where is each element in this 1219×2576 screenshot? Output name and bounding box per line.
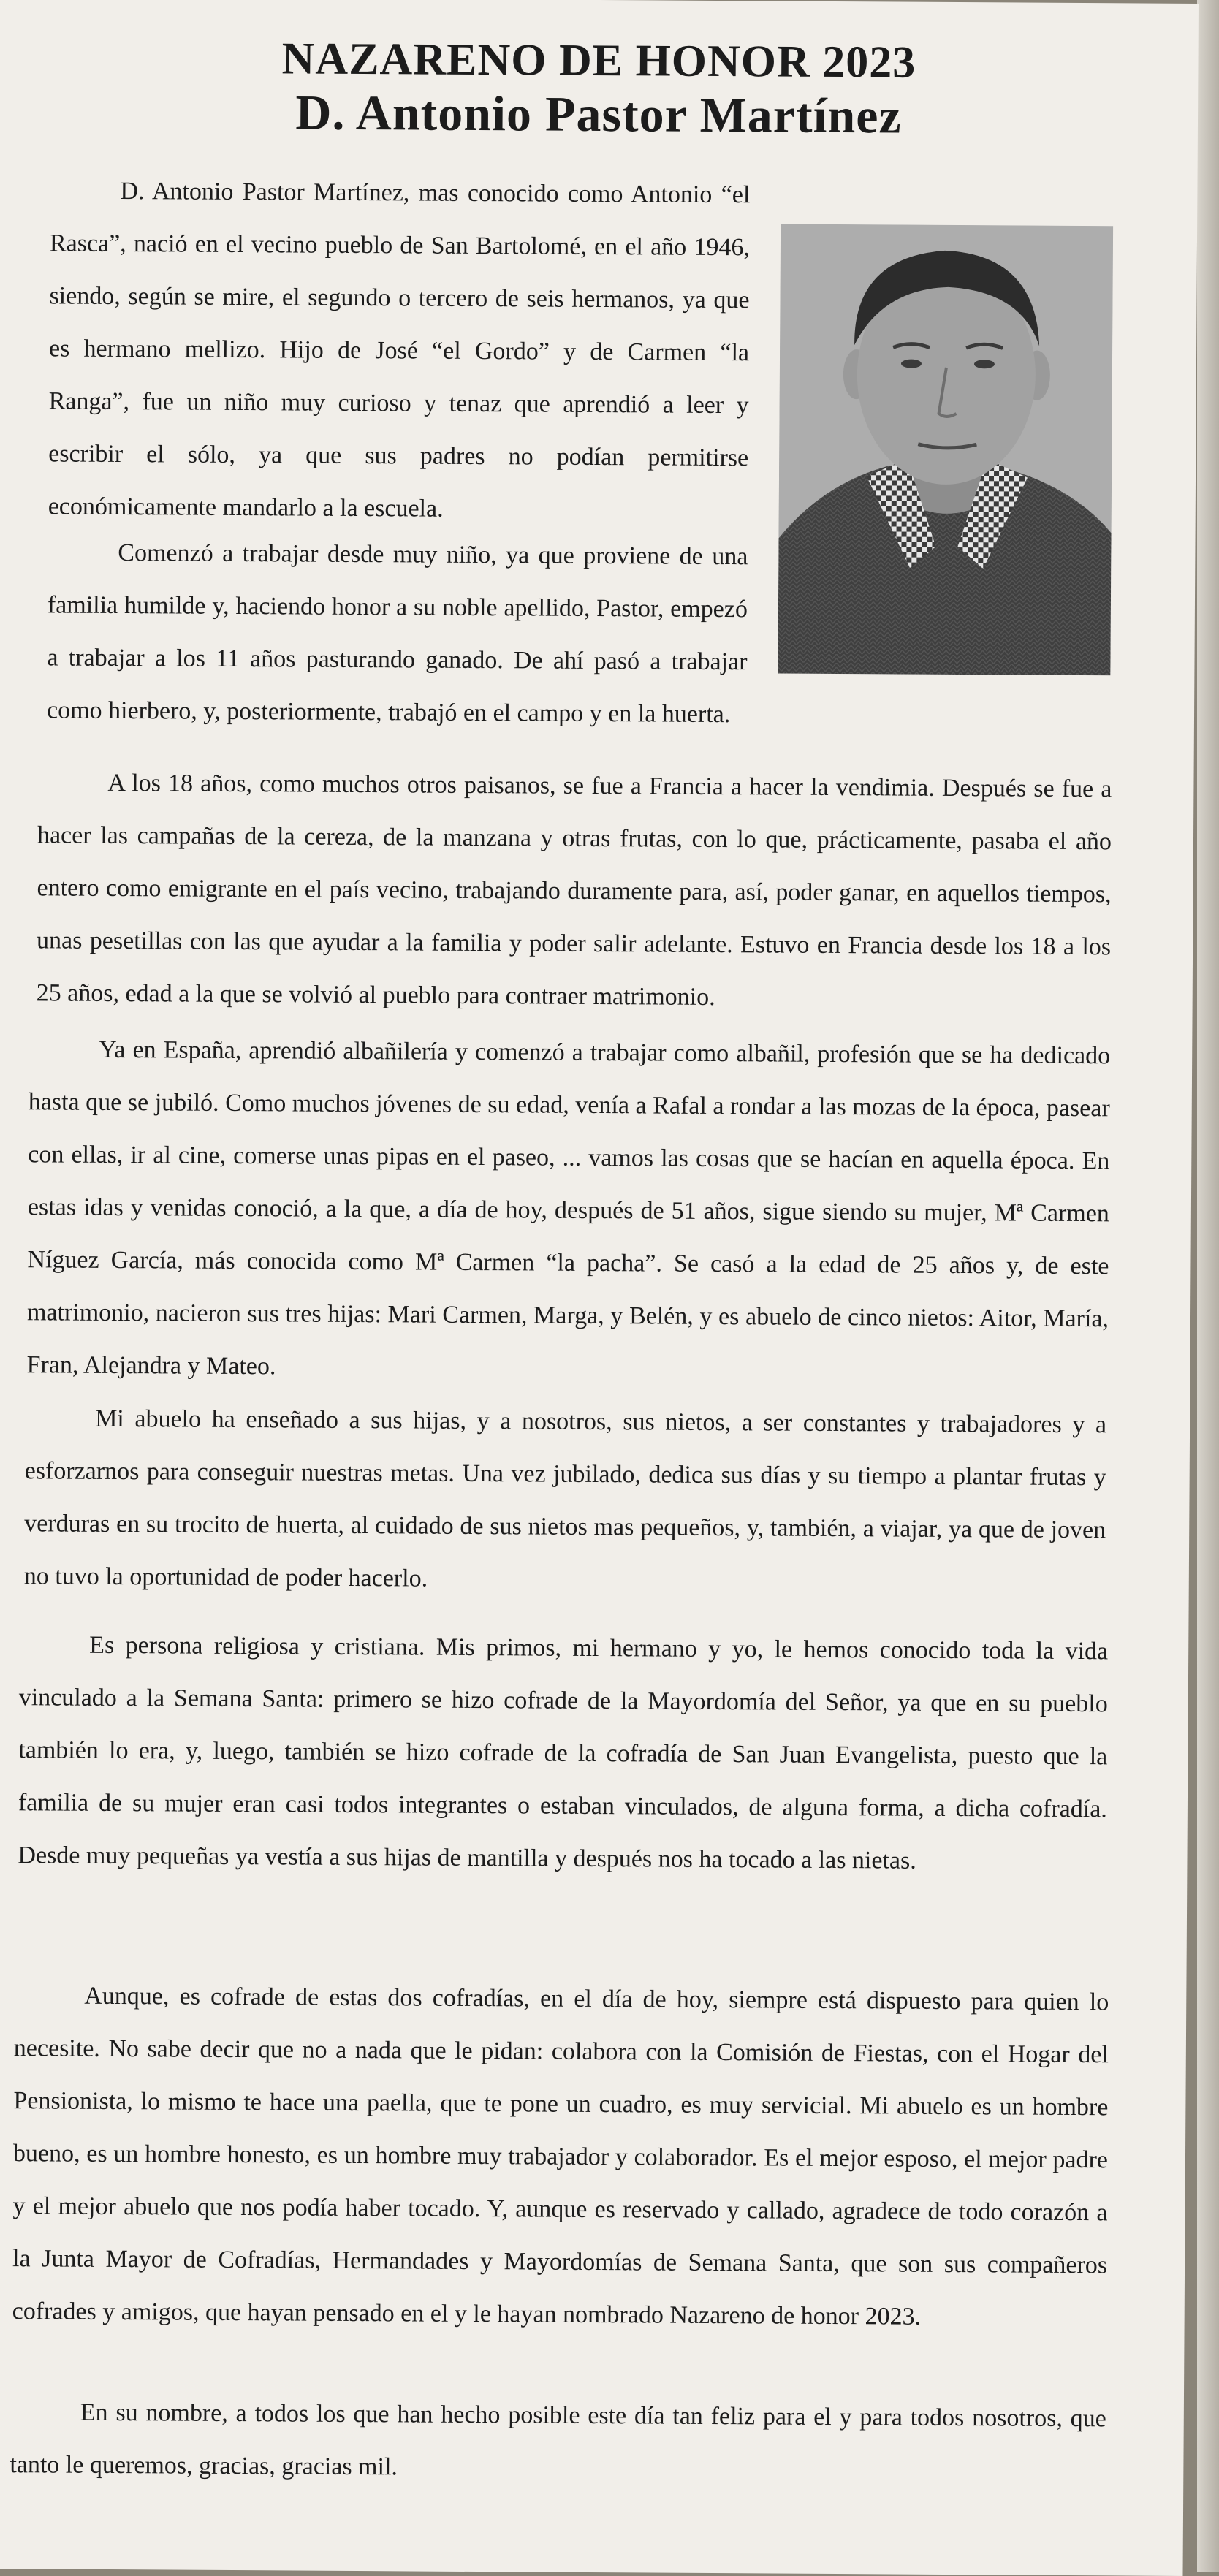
paragraph-spain-family: Ya en España, aprendió albañilería y comenzó a trabajar como albañil, profesión que se ha dedicado hasta que se jubiló. Como muchos jóvenes de su edad, venía a Rafal a rondar a las mozas de la época, pasear con ellas, ir al cine, comerse unas pipas en el paseo, ... vamos las cosas que se hacían en aquella época. En estas idas y venidas conoció, a la que, a día de hoy, después de 51 años, sigue siendo su mujer, Mª Carmen Níguez García, más conocida como Mª Carmen “la pacha”. Se casó a la edad de 25 años y, de este matrimonio, nacieron sus tres hijas: Mari Carmen, Marga, y Belén, y es abuelo de cinco nietos: Aitor, María, Fran, Alejandra y Mateo. [26,1036,1111,1380]
paragraph-thanks: En su nombre, a todos los que han hecho posible este día tan feliz para el y para todos nosotros, que tanto le queremos, gracias, gracias mil. [10,2398,1106,2481]
paragraph-france: A los 18 años, como muchos otros paisanos, se fue a Francia a hacer la vendimia. Después se fue a hacer las campañas de la cereza, de la manzana y otras frutas, con lo que, prácticamente, pasaba el año entero como emigrante en el país vecino, trabajando duramente para, así, poder ganar, en aquellos tiempos, unas pesetillas con las que ayudar a la familia y poder salir adelante. Estuvo en Francia desde los 18 a los 25 años, edad a la que se volvió al pueblo para contraer matrimonio. [36,769,1112,1011]
paragraph-early-work: Comenzó a trabajar desde muy niño, ya que proviene de una familia humilde y, haciendo honor a su noble apellido, Pastor, empezó a trabajar a los 11 años pasturando ganado. De ahí pasó a trabajar como hierbero, y, posteriormente, trabajó en el campo y en la huerta. [46,539,748,729]
page-title: NAZARENO DE HONOR 2023 [281,34,916,88]
portrait-photo [778,224,1113,676]
paragraph-service: Aunque, es cofrade de estas dos cofradías, en el día de hoy, siempre está dispuesto para quien lo necesite. No sabe decir que no a nada que le pidan: colabora con la Comisión de Fiestas, con el Hogar del Pensionista, lo mismo te hace una paella, que te pone un cuadro, es muy servicial. Mi abuelo es un hombre bueno, es un hombre honesto, es un hombre muy trabajador y colaborador. Es el mejor esposo, el mejor padre y el mejor abuelo que nos podía haber tocado. Y, aunque es reservado y callado, agradece de todo corazón a la Junta Mayor de Cofradías, Hermandades y Mayordomías de Semana Santa, que son sus compañeros cofrades y amigos, que hayan pensado en el y le hayan nombrado Nazareno de honor 2023. [12,1982,1109,2330]
paragraph-grandfather: Mi abuelo ha enseñado a sus hijas, y a nosotros, sus nietos, a ser constantes y trabajadores y a esforzarnos para conseguir nuestras metas. Una vez jubilado, dedica sus días y su tiempo a plantar frutas y verduras en su trocito de huerta, al cuidado de sus nietos mas pequeños, y, también, a viajar, ya que de joven no tuvo la oportunidad de poder hacerlo. [23,1405,1107,1592]
paragraph-biography-intro: D. Antonio Pastor Martínez, mas conocido como Antonio “el Rasca”, nació en el vecino pueblo de San Bartolomé, en el año 1946, siendo, según se mire, el segundo o tercero de seis hermanos, ya que es hermano mellizo. Hijo de José “el Gordo” y de Carmen “la Ranga”, fue un niño muy curioso y tenaz que aprendió a leer y escribir el sólo, ya que sus padres no podían permitirse económicamente mandarlo a la escuela. [48,178,751,523]
portrait-photo-icon [778,224,1113,676]
page-edge [1197,0,1219,2572]
page-subtitle: D. Antonio Pastor Martínez [295,84,902,144]
paragraph-religion: Es persona religiosa y cristiana. Mis primos, mi hermano y yo, le hemos conocido toda la vida vinculado a la Semana Santa: primero se hizo cofrade de la Mayordomía del Señor, ya que en su pueblo también lo era, y, luego, también se hizo cofrade de la cofradía de San Juan Evangelista, puesto que la familia de su mujer eran casi todos integrantes o estaban vinculados, de alguna forma, a dicha cofradía. Desde muy pequeñas ya vestía a sus hijas de mantilla y después nos ha tocado a las nietas. [18,1631,1109,1874]
